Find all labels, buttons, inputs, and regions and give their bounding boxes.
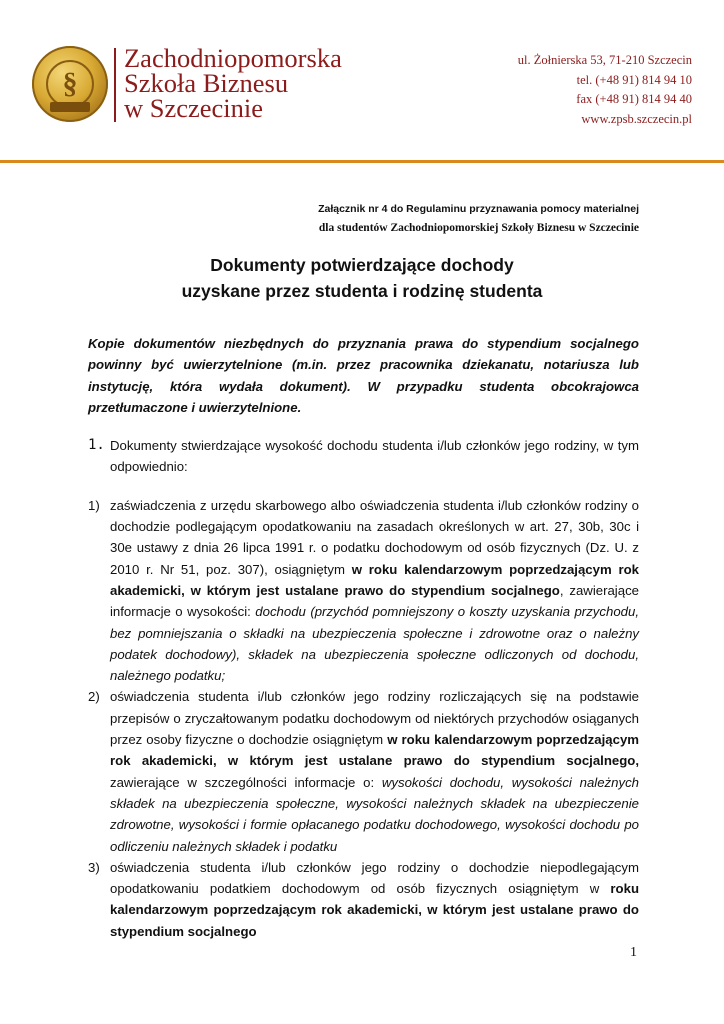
phone: tel. (+48 91) 814 94 10 — [576, 72, 692, 87]
list-item-text: dochodu (przychód pomniejszony o koszty uzyskania przychodu, bez pomniejszania o składki na ubezpieczenia społeczne i zdrowotne oraz o należny podatek dochodowy), składek na ubezpieczenia społeczne odliczonych od dochodu, należnego podatku; — [110, 604, 639, 684]
list-item-text: zaświadczenia z urzędu skarbowego albo oświadczenia studenta i/lub członków rodziny o dochodzie podlegającym opodatkowaniu na zasadach określonych w art. 27, 30b, 30c i 30e ustawy z dnia 26 lipca 1991 r. o podatku dochodowym od osób fizycznych (Dz. U. z 2010 r. Nr 51, poz. 307), osiągniętym — [110, 497, 639, 577]
list-item-text: oświadczenia studenta i/lub członków jego rodziny o dochodzie niepodlegającym opodatkowaniu podatkiem dochodowym od osób fizycznych osiągniętym w — [110, 859, 639, 897]
seal-emblem: § — [46, 60, 94, 108]
contact-info — [518, 51, 692, 129]
seal-ribbon — [50, 102, 90, 112]
list-item-text: roku kalendarzowym poprzedzającym rok akademicki, w którym jest ustalane prawo do stypendium socjalnego — [110, 881, 639, 939]
list-item-text: w roku kalendarzowym poprzedzającym rok akademicki, w którym jest ustalane prawo do stypendium socjalnego, — [110, 732, 639, 769]
list-item-number: 1) — [88, 497, 100, 513]
list-item-text: , zawierające informacje o wysokości: — [110, 582, 640, 620]
school-name — [124, 43, 342, 123]
letterhead — [0, 0, 724, 170]
list-item-number: 3) — [88, 859, 100, 875]
list-item-text: zawierające w szczególności informacje o: — [110, 774, 382, 790]
section-1 — [88, 435, 639, 478]
school-name-line-1: Zachodniopomorska — [124, 43, 342, 73]
section-1-text: Dokumenty stwierdzające wysokość dochodu studenta i/lub członków jego rodziny, w tym odpowiednio: — [110, 438, 639, 475]
fax: fax (+48 91) 814 94 40 — [576, 92, 692, 106]
annex-line-2: dla studentów Zachodniopomorskiej Szkoły Biznesu w Szczecinie — [318, 222, 639, 234]
document-list — [88, 495, 639, 942]
section-1-number: 1. — [88, 437, 105, 454]
list-item-text: w roku kalendarzowym poprzedzającym rok akademicki, w którym jest ustalane prawo do stypendium socjalnego — [110, 561, 639, 598]
header-rule — [0, 160, 724, 163]
page-number: 1 — [630, 945, 637, 960]
list-item-text: oświadczenia studenta i/lub członków jego rodziny rozliczających się na podstawie przepisów o zryczałtowanym podatku dochodowym od niektórych przychodów osiąganych przez osoby fizyczne o dochodzie osiągniętym — [110, 689, 639, 748]
document-body — [88, 333, 639, 942]
list-item — [88, 686, 639, 856]
title-line-1: Dokumenty potwierdzające dochody — [210, 255, 514, 275]
list-item — [88, 857, 639, 942]
header-divider — [114, 48, 116, 122]
school-seal-icon — [32, 46, 108, 122]
intro-paragraph: Kopie dokumentów niezbędnych do przyznania prawa do stypendium socjalnego powinny być uwierzytelnione (m.in. przez pracownika dziekanatu, notariusza lub instytucję, która wydała dokument). W przypadku studenta obcokrajowca przetłumaczone i uwierzytelnione. — [88, 336, 639, 415]
website-link[interactable]: www.zpsb.szczecin.pl — [581, 111, 692, 126]
document-title — [0, 252, 724, 304]
annex-line-1: Załącznik nr 4 do Regulaminu przyznawania pomocy materialnej — [318, 203, 639, 215]
annex-note — [318, 200, 639, 238]
school-name-line-3: w Szczecinie — [124, 93, 264, 123]
list-item-number: 2) — [88, 689, 100, 705]
list-item — [88, 495, 639, 687]
address: ul. Żołnierska 53, 71-210 Szczecin — [517, 53, 692, 67]
title-line-2: uzyskane przez studenta i rodzinę studenta — [181, 281, 543, 301]
school-name-line-2: Szkoła Biznesu — [124, 68, 289, 98]
list-item-text: wysokości dochodu, wysokości należnych składek na ubezpieczenia społeczne, wysokości należnych składek na ubezpieczenie zdrowotne, wysokości i formie opłacanego podatku dochodowego, wysokości dochodu po odliczeniu należnych składek i podatku — [110, 774, 639, 854]
